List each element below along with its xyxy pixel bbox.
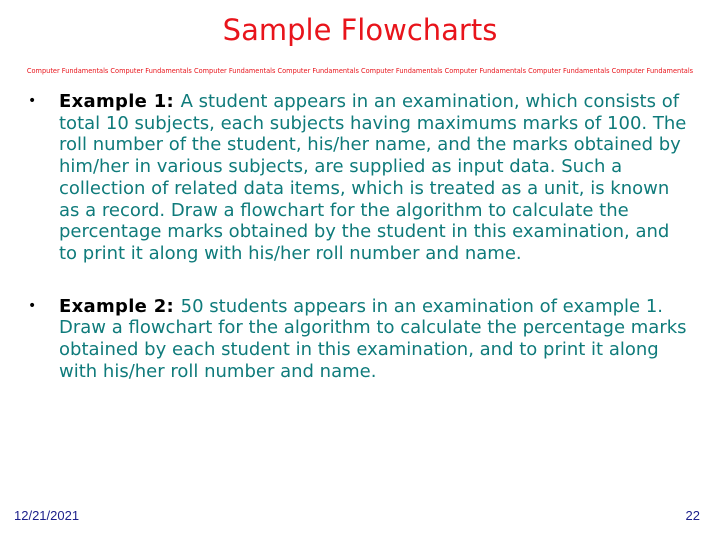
bullet-text: A student appears in an examination, which consists of total 10 subjects, each subjects having maximums marks of 100. The roll number of the student, his/her name, and the marks obtained by him/her in various subjects, are supplied as input data. Such a collection of related data items, which is treated as a unit, is known as a record. Draw a flowchart for the algorithm to calculate the percentage marks obtained by the student in this examination, and to print it along with his/her roll number and name. (59, 91, 687, 264)
bullet-dot-icon: • (28, 297, 37, 314)
bullet-label: Example 2: (59, 295, 181, 317)
bullet-example-2 (28, 296, 688, 383)
page-number: 22 (685, 508, 700, 523)
bullet-list (28, 91, 688, 382)
bullet-label: Example 1: (59, 91, 181, 112)
bullet-text: 50 students appears in an examination of example 1. Draw a flowchart for the algorithm to calculate the percentage marks obtained by each student in this examination, and to print it along with his/her roll number and name. (59, 295, 687, 382)
footer-date: 12/21/2021 (14, 508, 80, 523)
bullet-example-1 (28, 91, 688, 265)
header-strip: Computer Fundamentals Computer Fundamentals Computer Fundamentals Computer Fundamentals Computer Fundamentals Computer Fundamentals Computer Fundamentals Computer Fundamentals (26, 67, 694, 75)
bullet-dot-icon: • (28, 93, 37, 109)
slide-title: Sample Flowcharts (222, 13, 498, 47)
